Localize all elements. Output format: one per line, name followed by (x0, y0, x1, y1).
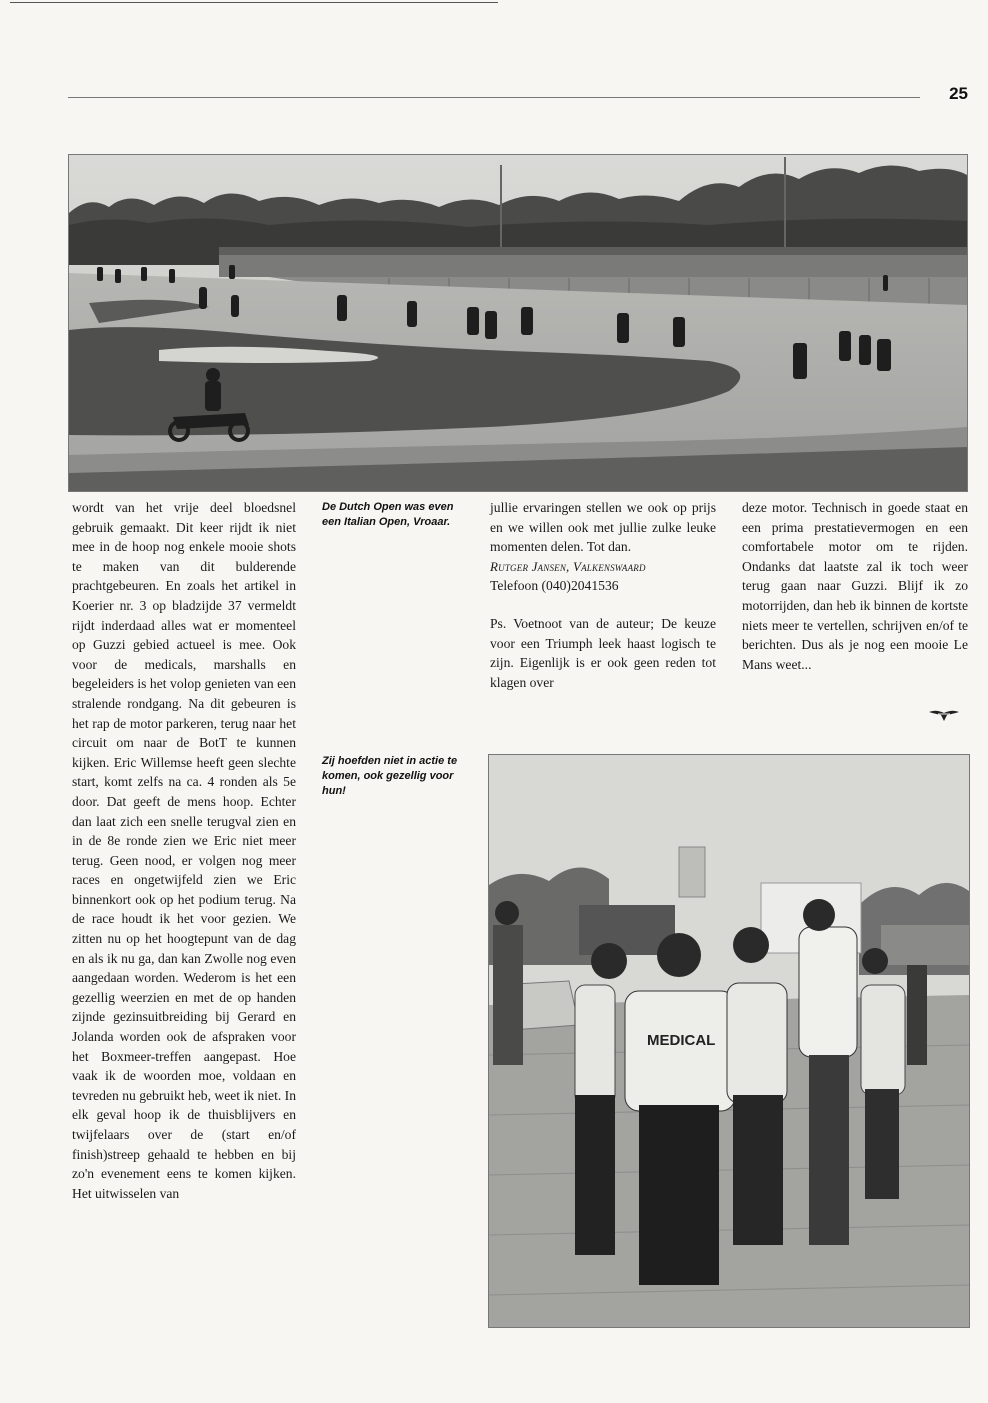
top-edge-rule (10, 2, 498, 3)
article-column-1 (72, 498, 296, 1203)
page-number: 25 (949, 84, 968, 103)
moto-guzzi-eagle-icon (928, 707, 960, 723)
photo-medical-staff (488, 754, 970, 1328)
photo-caption-medical: Zij hoefden niet in actie te komen, ook gezellig voor hun! (322, 755, 458, 797)
author-phone: Telefoon (040)2041536 (490, 578, 619, 594)
article-column-4 (742, 498, 968, 674)
medical-jacket-text: MEDICAL (647, 1032, 716, 1049)
article-text-column-1: wordt van het vrije deel bloedsnel gebruik gemaakt. Dit keer rijdt ik niet mee in de hoop nog enkele mooie shots te maken van dit bulderende prachtgebeuren. En zoals het artikel in Koerier nr. 3 op bladzijde 37 vermeldt rijdt inderdaad alles wat er momenteel op Guzzi gebied actueel is mee. Ook voor de medicals, marshalls en begeleiders is het volop genieten van een stralende rondgang. Na dit gebeuren is het rap de motor parkeren, terug naar het circuit om naar de BotT te kunnen kijken. Eric Willemse heeft geen slechte start, komt zelfs na ca. 4 ronden als 5e door. Dat geeft de mens hoop. Echter dan laat zich een snelle terugval zien en in de 8e ronde zien we Eric niet meer terug. Geen nood, er volgen nog meer races en ongetwijfeld zien we Eric binnenkort ook op het podium terug. Na de race houdt ik het voor gezien. We zitten nu op het hoogtepunt van de dag en als ik nu ga, dan kan Zwolle nog even aangedaan worden. Wederom is het een gezellig weerzien en met de op handen zijnde gezinsuitbreiding bij Gerard en Jolanda worden ook de afspraken voor het Boxmeer-treffen aangepast. Hoe vaak ik de woorden moe, voldaan en tevreden nu gebruikt heb, weet ik niet. In elk geval hoop ik de thuisblijvers en twijfelaars over de (start en/of finish)streep gehaald te hebben en bij zo'n evenement eens te komen kijken. Het uitwisselen van (72, 500, 296, 1201)
header-rule (68, 97, 920, 98)
photo-race-track (68, 154, 968, 492)
article-column-3 (490, 498, 716, 692)
photo-caption-race: De Dutch Open was even een Italian Open, Vroaar. (322, 501, 454, 528)
article-text-column-4: deze motor. Technisch in goede staat en een prima prestatievermogen en een comfortabele motor om te rijden. Ondanks dat laatste zal ik toch weer terug gaan naar Guzzi. Blijf ik zo motorrijden, dan heb ik binnen de kortste niets meer te vertellen, schrijven en/of te berichten. Dus als je nog een mooie Le Mans weet... (742, 500, 968, 672)
author-signature: Rutger Jansen, Valkenswaard (490, 558, 646, 574)
article-text-column-3: jullie ervaringen stellen we ook op prijs en we willen ook met jullie zulke leuke momenten delen. Tot dan. (490, 500, 716, 555)
postscript-text: Ps. Voetnoot van de auteur; De keuze voor een Triumph leek haast logisch te zijn. Eigenlijk is er ook geen reden tot klagen over (490, 615, 716, 690)
